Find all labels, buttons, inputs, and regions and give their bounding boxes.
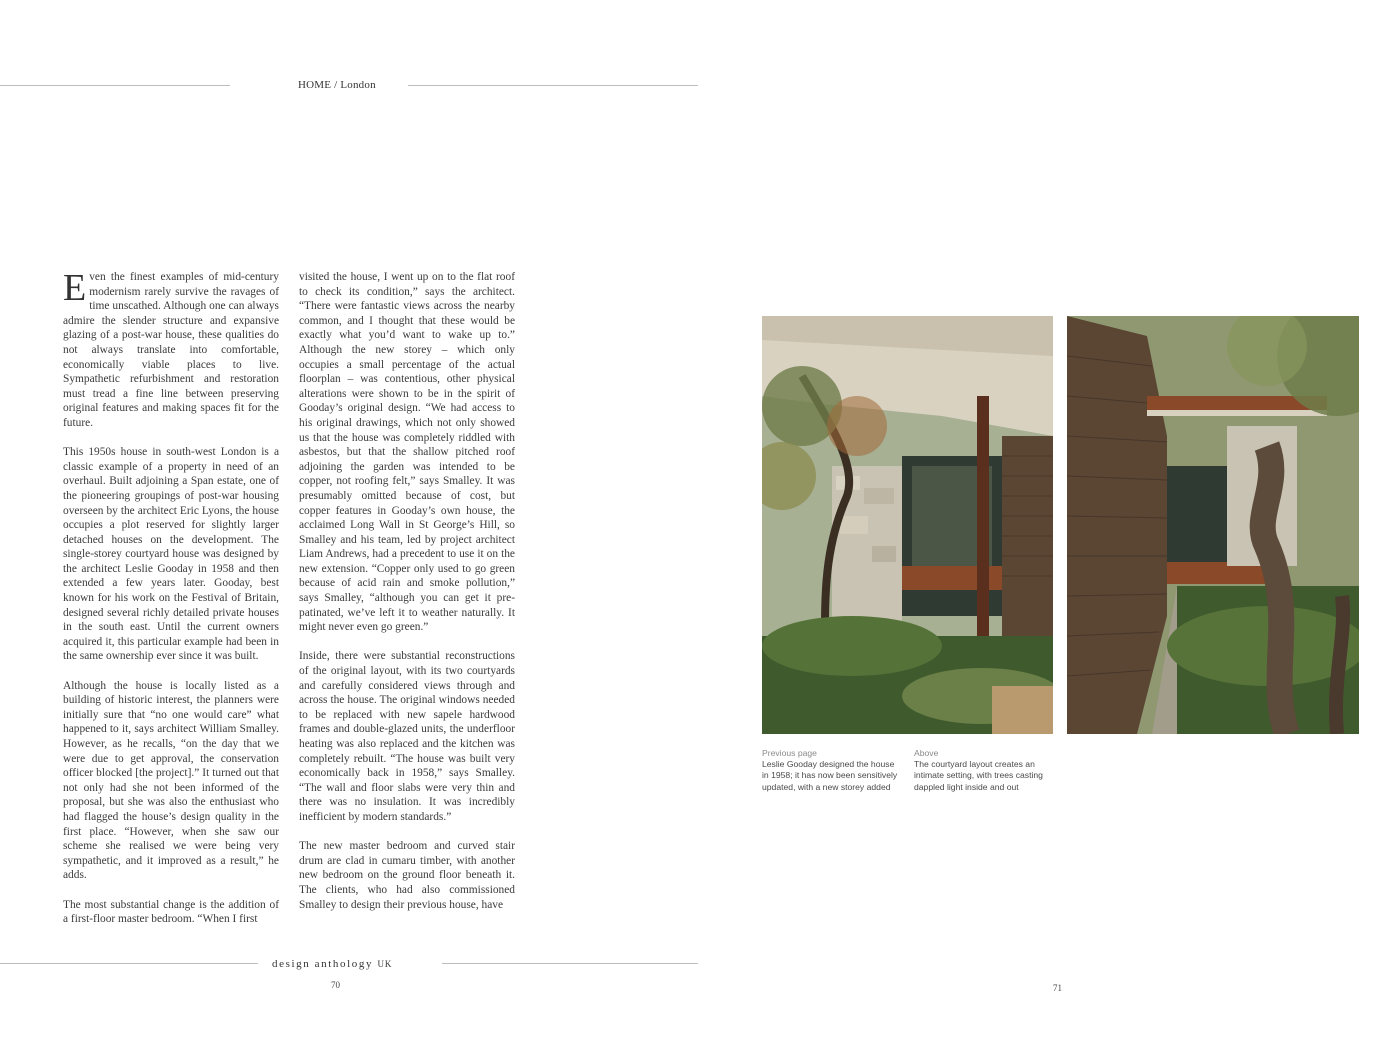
footer-rule-left [0,963,258,964]
right-page [700,0,1400,1050]
article-column-2 [299,270,515,927]
caption-heading: Above [914,748,939,758]
article-paragraph: The new master bedroom and curved stair drum are clad in cumaru timber, with another new bedroom on the ground floor beneath it. The clients, who had also commissioned Smalley to design their previous house, have [299,840,515,911]
page-number-left: 70 [331,980,340,990]
brand-name: design anthology [272,958,374,970]
paragraph-text: ven the finest examples of mid-century modernism rarely survive the ravages of time unscathed. Although one can always admire the slender structure and expansive glazing of a post-war house, these qualities do not always translate into comfortable, economically viable places to live. Sympathetic refurbishment and restoration must tread a fine line between preserving original features and making spaces fit for the future. [63,271,279,429]
caption-heading: Previous page [762,748,817,758]
courtyard-photo-1 [762,316,1053,734]
caption-text: The courtyard layout creates an intimate setting, with trees casting dappled light inside and out [914,759,1043,792]
section-label: HOME / London [298,79,376,91]
page-number-right: 71 [1053,983,1062,993]
magazine-brand [272,958,392,970]
courtyard-photo-2 [1067,316,1359,734]
article-paragraph: This 1950s house in south-west London is a classic example of a property in need of an overhaul. Built adjoining a Span estate, one of the pioneering groupings of post-war housing overseen by the architect Eric Lyons, the house occupies a plot reserved for slightly larger detached houses on the development. The single-storey courtyard house was designed by the architect Leslie Gooday in 1958 and then extended a few years later. Gooday, best known for his work on the Festival of Britain, designed several richly detailed private houses in the south east. Until the current owners acquired it, this particular example had been in the same ownership ever since it was built. [63,446,279,663]
article-column-1 [63,267,279,941]
article-paragraph: Inside, there were substantial reconstructions of the original layout, with its two courtyards and carefully considered views through and across the house. The original windows needed to be replaced with new sapele hardwood frames and double-glazed units, the underfloor heating was also replaced and the kitchen was completely rebuilt. “The house was built very economically back in 1958,” says Smalley. “The wall and floor slabs were very thin and there was no insulation. It was incredibly inefficient by modern standards.” [299,650,515,823]
caption-above [914,748,1044,793]
header-rule-left [0,85,230,86]
article-paragraph [63,267,279,431]
brand-suffix: UK [377,959,393,969]
caption-previous-page [762,748,902,793]
article-paragraph: The most substantial change is the addition of a first-floor master bedroom. “When I first [63,898,279,926]
article-paragraph: Although the house is locally listed as a building of historic interest, the planners were initially sure that “no one would care” what happened to it, says architect William Smalley. However, as he recalls, “on the day that we were due to get approval, the conservation officer blocked [the project].” It turned out that not only had she not been informed of the proposal, but she was also the enthusiast who had flagged the house’s design quality in the first place. “However, when she saw our scheme she realised we were being very sympathetic, and it improved as a result,” he adds. [63,679,279,882]
drop-cap: E [63,267,87,309]
caption-text: Leslie Gooday designed the house in 1958; it has now been sensitively updated, with a new storey added [762,759,898,792]
article-paragraph: visited the house, I went up on to the flat roof to check its condition,” says the architect. “There were fantastic views across the nearby common, and I thought that these would be exactly what you’d want to wake up to.” Although the new storey – which only occupies a small percentage of the actual floorplan – was contentious, other physical alterations were shown to be in the spirit of Gooday’s original design. “We had access to his original drawings, which not only showed us that the house was completely riddled with asbestos, but that the shallow pitched roof adjoining the garden was intended to be copper, not roofing felt,” says Smalley. It was presumably omitted because of cost, but copper features in Gooday’s own house, the acclaimed Long Wall in St George’s Hill, so Smalley and his team, led by project architect Liam Andrews, had a precedent to use it on the new extension. “Copper only used to go green because of acid rain and smoke pollution,” says Smalley, “although you can get it pre-patinated, we’ve left it to weather naturally. It might never even go green.” [299,271,515,634]
header-rule-right [408,85,698,86]
footer-rule-right [442,963,698,964]
